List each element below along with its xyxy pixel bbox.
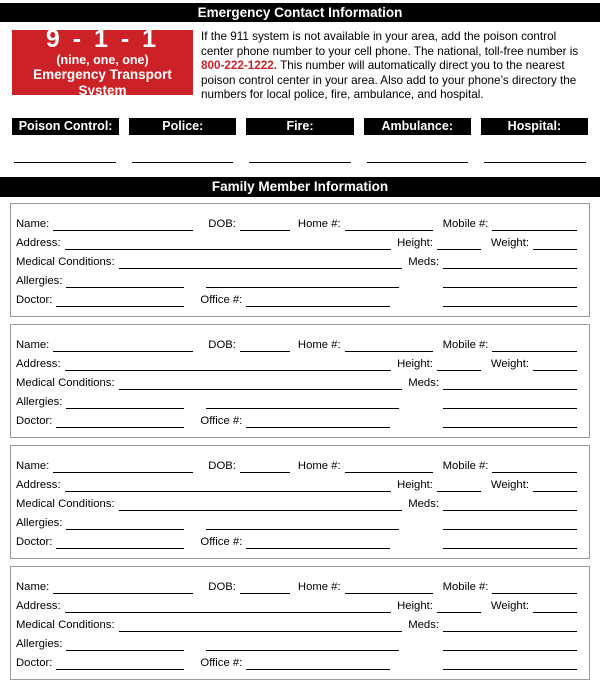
name-label: Name: xyxy=(16,580,50,593)
police-label-bar: Police: xyxy=(129,118,236,135)
row-spacer xyxy=(390,548,439,549)
allergies-line[interactable] xyxy=(66,516,184,530)
name-row xyxy=(16,454,577,473)
allergies-row xyxy=(16,269,577,288)
911-phonetic: (nine, one, one) xyxy=(56,53,149,67)
office-phone-line[interactable] xyxy=(246,656,390,670)
dob-line[interactable] xyxy=(240,338,290,352)
address-line[interactable] xyxy=(65,599,392,613)
height-label: Height: xyxy=(397,478,433,491)
fire-label-bar: Fire: xyxy=(246,118,353,135)
medical-conditions-row xyxy=(16,492,577,511)
allergies-line[interactable] xyxy=(66,395,184,409)
row-spacer xyxy=(399,650,439,651)
911-red-box xyxy=(12,25,193,98)
allergies-label: Allergies: xyxy=(16,637,63,650)
doctor-row xyxy=(16,288,577,307)
height-label: Height: xyxy=(397,357,433,370)
office-phone-line[interactable] xyxy=(246,414,390,428)
medical-conditions-label: Medical Conditions: xyxy=(16,376,115,389)
home-phone-label: Home #: xyxy=(297,217,341,230)
meds-continuation-line-2[interactable] xyxy=(443,656,577,670)
allergies-continuation-line[interactable] xyxy=(206,637,399,651)
meds-label: Meds: xyxy=(408,618,439,631)
medical-conditions-line[interactable] xyxy=(119,497,403,511)
paragraph-text-before: If the 911 system is not available in your area, add the poison control center phone number to your cell phone. The national, toll-free number is xyxy=(201,30,579,58)
dob-label: DOB: xyxy=(208,217,236,230)
row-spacer xyxy=(399,287,439,288)
poison-control-paragraph xyxy=(201,30,588,103)
doctor-line[interactable] xyxy=(56,656,184,670)
allergies-continuation-line[interactable] xyxy=(206,274,399,288)
doctor-row xyxy=(16,651,577,670)
meds-continuation-line-2[interactable] xyxy=(443,293,577,307)
address-line[interactable] xyxy=(65,357,392,371)
dob-line[interactable] xyxy=(240,459,290,473)
allergies-line[interactable] xyxy=(66,637,184,651)
dob-line[interactable] xyxy=(240,580,290,594)
name-row xyxy=(16,575,577,594)
address-label: Address: xyxy=(16,599,61,612)
fire-line[interactable] xyxy=(249,161,351,163)
name-line[interactable] xyxy=(53,338,193,352)
height-line[interactable] xyxy=(437,357,481,371)
doctor-line[interactable] xyxy=(56,293,184,307)
family-member-list xyxy=(10,203,590,680)
height-line[interactable] xyxy=(437,236,481,250)
medical-conditions-row xyxy=(16,613,577,632)
911-number: 9 - 1 - 1 xyxy=(45,25,160,53)
intro-section xyxy=(12,25,588,103)
doctor-label: Doctor: xyxy=(16,414,53,427)
home-phone-label: Home #: xyxy=(297,459,341,472)
office-phone-label: Office #: xyxy=(200,293,243,306)
row-spacer xyxy=(390,306,439,307)
poison-control-label-bar: Poison Control: xyxy=(12,118,119,135)
row-spacer xyxy=(399,408,439,409)
meds-continuation-line-1[interactable] xyxy=(443,395,577,409)
address-label: Address: xyxy=(16,236,61,249)
meds-line[interactable] xyxy=(443,255,577,269)
doctor-line[interactable] xyxy=(56,535,184,549)
address-line[interactable] xyxy=(65,478,392,492)
emergency-contact-section-header xyxy=(0,3,600,22)
doctor-line[interactable] xyxy=(56,414,184,428)
height-line[interactable] xyxy=(437,478,481,492)
mobile-phone-label: Mobile #: xyxy=(442,338,489,351)
name-line[interactable] xyxy=(53,580,193,594)
home-phone-label: Home #: xyxy=(297,338,341,351)
meds-label: Meds: xyxy=(408,376,439,389)
name-label: Name: xyxy=(16,217,50,230)
office-phone-label: Office #: xyxy=(200,535,243,548)
family-member-title: Family Member Information xyxy=(211,178,389,194)
row-spacer xyxy=(390,427,439,428)
home-phone-line[interactable] xyxy=(345,338,433,352)
allergies-label: Allergies: xyxy=(16,274,63,287)
meds-line[interactable] xyxy=(443,618,577,632)
weight-label: Weight: xyxy=(490,478,529,491)
contact-label-bars xyxy=(12,118,588,135)
meds-continuation-line-1[interactable] xyxy=(443,516,577,530)
mobile-phone-line[interactable] xyxy=(492,217,577,231)
meds-continuation-line-2[interactable] xyxy=(443,414,577,428)
allergies-row xyxy=(16,511,577,530)
contact-blank-lines xyxy=(14,161,586,163)
police-line[interactable] xyxy=(132,161,234,163)
allergies-row xyxy=(16,632,577,651)
medical-conditions-row xyxy=(16,250,577,269)
doctor-label: Doctor: xyxy=(16,535,53,548)
name-label: Name: xyxy=(16,338,50,351)
doctor-row xyxy=(16,409,577,428)
family-member-card xyxy=(10,203,590,317)
medical-conditions-label: Medical Conditions: xyxy=(16,618,115,631)
doctor-label: Doctor: xyxy=(16,293,53,306)
address-row xyxy=(16,473,577,492)
ambulance-line[interactable] xyxy=(367,161,469,163)
home-phone-line[interactable] xyxy=(345,459,433,473)
weight-label: Weight: xyxy=(490,357,529,370)
office-phone-label: Office #: xyxy=(200,656,243,669)
address-row xyxy=(16,231,577,250)
home-phone-line[interactable] xyxy=(345,580,433,594)
meds-line[interactable] xyxy=(443,376,577,390)
dob-label: DOB: xyxy=(208,338,236,351)
height-label: Height: xyxy=(397,236,433,249)
family-member-section-header xyxy=(0,177,600,197)
mobile-phone-line[interactable] xyxy=(492,459,577,473)
allergies-continuation-line[interactable] xyxy=(206,516,399,530)
hospital-label-bar: Hospital: xyxy=(481,118,588,135)
medical-conditions-line[interactable] xyxy=(119,618,403,632)
meds-label: Meds: xyxy=(408,497,439,510)
medical-conditions-label: Medical Conditions: xyxy=(16,255,115,268)
dob-label: DOB: xyxy=(208,580,236,593)
name-line[interactable] xyxy=(53,217,193,231)
dob-label: DOB: xyxy=(208,459,236,472)
allergies-continuation-line[interactable] xyxy=(206,395,399,409)
home-phone-label: Home #: xyxy=(297,580,341,593)
row-spacer xyxy=(390,669,439,670)
name-row xyxy=(16,333,577,352)
paragraph-text-after: This number will automatically direct you to the nearest poison control center in your area. Also add to your phone’s directory the numbers for local police, fire, ambulance, and hospital. xyxy=(201,59,577,102)
office-phone-line[interactable] xyxy=(246,293,390,307)
meds-continuation-line-1[interactable] xyxy=(443,637,577,651)
medical-conditions-label: Medical Conditions: xyxy=(16,497,115,510)
row-spacer xyxy=(399,529,439,530)
medical-conditions-line[interactable] xyxy=(119,255,403,269)
weight-label: Weight: xyxy=(490,236,529,249)
weight-label: Weight: xyxy=(490,599,529,612)
name-row xyxy=(16,212,577,231)
meds-continuation-line-1[interactable] xyxy=(443,274,577,288)
medical-conditions-row xyxy=(16,371,577,390)
emergency-contact-title: Emergency Contact Information xyxy=(197,5,403,20)
doctor-row xyxy=(16,530,577,549)
weight-line[interactable] xyxy=(533,478,577,492)
mobile-phone-line[interactable] xyxy=(492,338,577,352)
height-label: Height: xyxy=(397,599,433,612)
name-label: Name: xyxy=(16,459,50,472)
allergies-label: Allergies: xyxy=(16,395,63,408)
family-member-card xyxy=(10,324,590,438)
allergies-line[interactable] xyxy=(66,274,184,288)
address-line[interactable] xyxy=(65,236,392,250)
office-phone-line[interactable] xyxy=(246,535,390,549)
weight-line[interactable] xyxy=(533,236,577,250)
doctor-label: Doctor: xyxy=(16,656,53,669)
home-phone-line[interactable] xyxy=(345,217,433,231)
meds-continuation-line-2[interactable] xyxy=(443,535,577,549)
name-line[interactable] xyxy=(53,459,193,473)
poison-control-line[interactable] xyxy=(14,161,116,163)
family-member-card xyxy=(10,445,590,559)
meds-label: Meds: xyxy=(408,255,439,268)
address-label: Address: xyxy=(16,478,61,491)
height-line[interactable] xyxy=(437,599,481,613)
office-phone-label: Office #: xyxy=(200,414,243,427)
weight-line[interactable] xyxy=(533,599,577,613)
allergies-row xyxy=(16,390,577,409)
hospital-line[interactable] xyxy=(484,161,586,163)
ambulance-label-bar: Ambulance: xyxy=(364,118,471,135)
medical-conditions-line[interactable] xyxy=(119,376,403,390)
address-row xyxy=(16,352,577,371)
address-row xyxy=(16,594,577,613)
911-subtitle: Emergency Transport System xyxy=(33,67,172,98)
mobile-phone-line[interactable] xyxy=(492,580,577,594)
weight-line[interactable] xyxy=(533,357,577,371)
mobile-phone-label: Mobile #: xyxy=(442,580,489,593)
meds-line[interactable] xyxy=(443,497,577,511)
mobile-phone-label: Mobile #: xyxy=(442,459,489,472)
address-label: Address: xyxy=(16,357,61,370)
dob-line[interactable] xyxy=(240,217,290,231)
allergies-label: Allergies: xyxy=(16,516,63,529)
poison-control-phone-number: 800-222-1222. xyxy=(201,59,278,73)
mobile-phone-label: Mobile #: xyxy=(442,217,489,230)
